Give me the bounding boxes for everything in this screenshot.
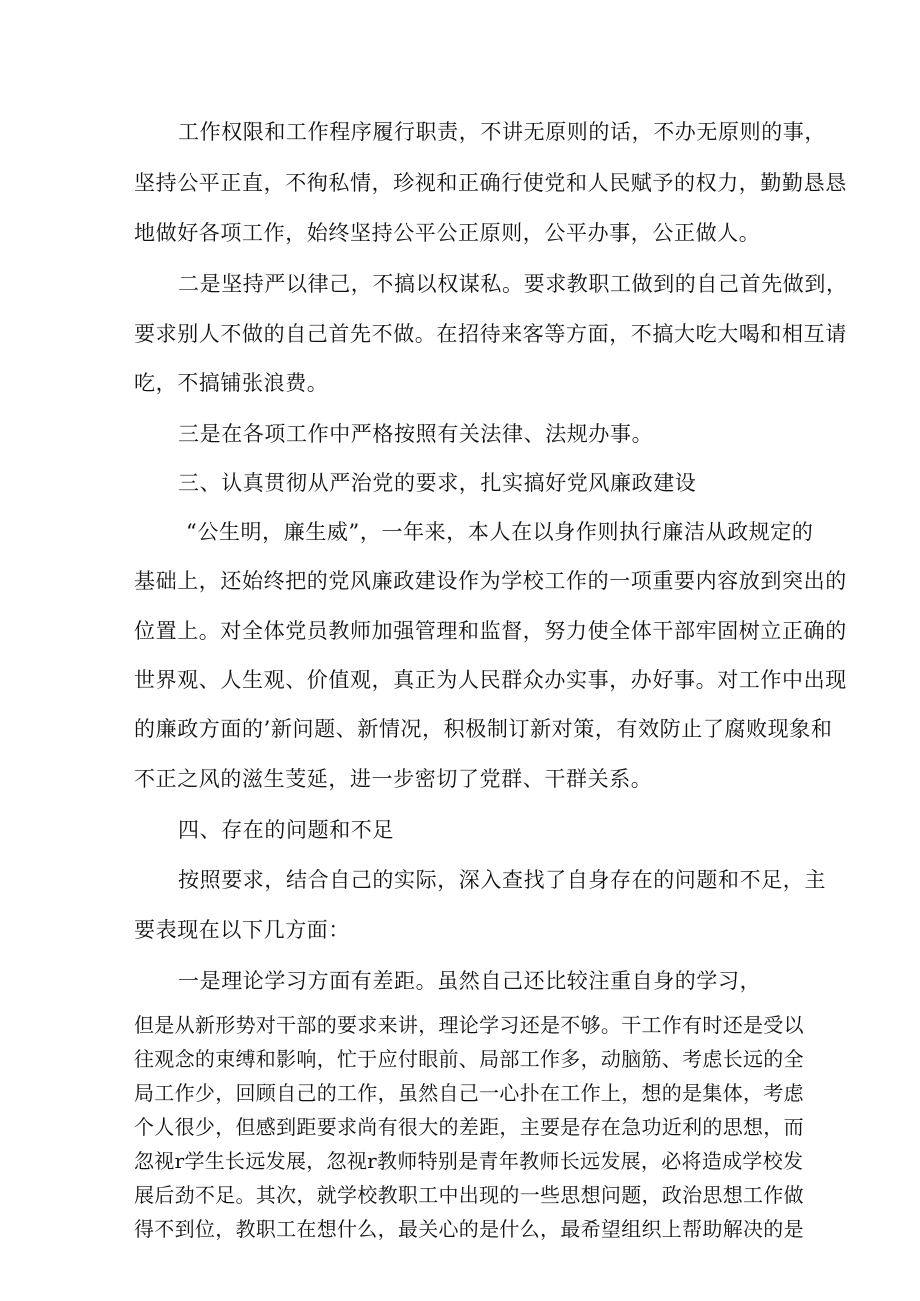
- text-line: 往观念的束缚和影响，忙于应付眼前、局部工作多，动脑筋、考虑长远的全: [134, 1047, 804, 1071]
- text-line: 要求别人不做的自己首先不做。在招待来客等方面，不搞大吃大喝和相互请: [134, 322, 847, 346]
- text-line: 基础上，还始终把的党风廉政建设作为学校工作的一项重要内容放到突出的: [134, 569, 847, 593]
- text-line: 地做好各项工作，始终坚持公平公正原则，公平办事，公正做人。: [134, 221, 761, 245]
- text-line: 展后劲不足。其次，就学校教职工中出现的一些思想问题，政治思想工作做: [134, 1183, 804, 1207]
- text-line: 的廉政方面的’新问题、新情况，积极制订新对策，有效防止了腐败现象和: [134, 717, 833, 741]
- text-line: 一是理论学习方面有差距。虽然自己还比较注重自身的学习，: [178, 969, 762, 993]
- text-line: 按照要求，结合自己的实际，深入查找了自身存在的问题和不足，主: [178, 868, 826, 892]
- section-heading: 三、认真贯彻从严治党的要求，扎实搞好党风廉政建设: [178, 471, 697, 495]
- text-line: 工作权限和工作程序履行职责，不讲无原则的话，不办无原则的事，: [178, 120, 826, 144]
- text-line: 二是坚持严以律己，不搞以权谋私。要求教职工做到的自己首先做到，: [178, 272, 848, 296]
- text-line: “公生明，廉生威”，一年来，本人在以身作则执行廉洁从政规定的: [186, 520, 814, 544]
- text-line: 位置上。对全体党员教师加强管理和监督，努力使全体干部牢固树立正确的: [134, 619, 847, 643]
- text-line: 但是从新形势对干部的要求来讲，理论学习还是不够。干工作有时还是受以: [134, 1013, 804, 1037]
- text-line: 吃，不搞铺张浪费。: [134, 371, 329, 395]
- text-line: 个人很少，但感到距要求尚有很大的差距，主要是存在急功近利的思想，而: [134, 1115, 804, 1139]
- text-line: 局工作少，回顾自己的工作，虽然自己一心扑在工作上，想的是集体，考虑: [134, 1081, 804, 1105]
- text-line: 坚持公平正直，不徇私情，珍视和正确行使党和人民赋予的权力，勤勤恳恳: [134, 171, 847, 195]
- text-line: 三是在各项工作中严格按照有关法律、法规办事。: [178, 422, 654, 446]
- text-line: 得不到位，教职工在想什么，最关心的是什么，最希望组织上帮助解决的是: [134, 1217, 804, 1241]
- text-line: 世界观、人生观、价值观，真正为人民群众办实事，办好事。对工作中出现: [134, 668, 847, 692]
- section-heading: 四、存在的问题和不足: [178, 818, 394, 842]
- text-line: 不正之风的滋生芰延，进一步密切了党群、干群关系。: [134, 767, 653, 791]
- text-line: 忽视r学生长远发展，忽视r教师特别是青年教师长远发展，必将造成学校发: [134, 1149, 804, 1173]
- text-line: 要表现在以下几方面：: [134, 918, 350, 942]
